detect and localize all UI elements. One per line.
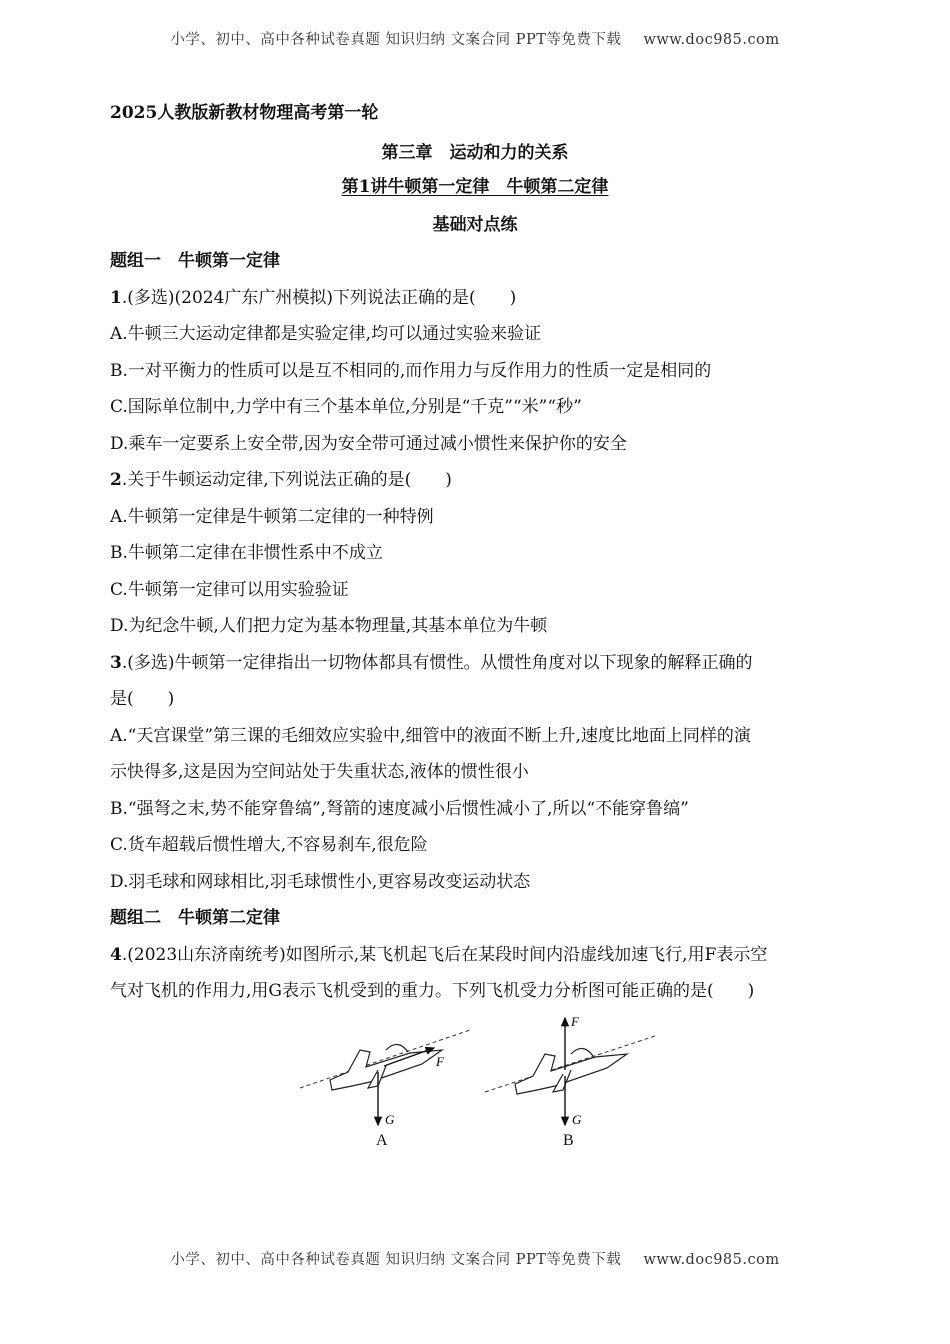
- a-plane-body: [330, 1050, 442, 1090]
- q1-option-c: C.国际单位制中,力学中有三个基本单位,分别是“千克”“米”“秒”: [110, 397, 582, 417]
- q3-option-a-line2: 示快得多,这是因为空间站处于失重状态,液体的惯性很小: [110, 762, 529, 782]
- q1-option-d: D.乘车一定要系上安全带,因为安全带可通过减小惯性来保护你的安全: [110, 434, 627, 454]
- chapter-title: 第三章 运动和力的关系: [381, 143, 569, 163]
- page-footer: [0, 1248, 950, 1269]
- q3-option-b: B.“强弩之末,势不能穿鲁缟”,弩箭的速度减小后惯性减小了,所以“不能穿鲁缟”: [110, 799, 689, 819]
- a-force-g-label: G: [385, 1112, 395, 1127]
- question-1: [110, 288, 516, 308]
- footer-site: www.doc985.com: [643, 1252, 780, 1268]
- force-diagram-figure: [290, 1010, 670, 1160]
- q1-num: 1: [110, 288, 122, 308]
- header-text: 小学、初中、高中各种试卷真题 知识归纳 文案合同 PPT等免费下载: [170, 32, 622, 48]
- lesson-title-text: 第1讲牛顿第一定律 牛顿第二定律: [341, 177, 609, 197]
- b-flight-path: [485, 1036, 655, 1092]
- series-title: 2025人教版新教材物理高考第一轮: [110, 103, 379, 123]
- q3-stem-line2: 是( ): [110, 689, 175, 709]
- q4-stem-line2: 气对飞机的作用力,用G表示飞机受到的重力。下列飞机受力分析图可能正确的是( ): [110, 981, 755, 1001]
- q3-option-c: C.货车超载后惯性增大,不容易刹车,很危险: [110, 835, 428, 855]
- q3-stem-line1: .(多选)牛顿第一定律指出一切物体都具有惯性。从惯性角度对以下现象的解释正确的: [121, 653, 753, 673]
- section-title: 基础对点练: [432, 215, 518, 235]
- diagram-a: [300, 1030, 470, 1127]
- q2-option-c: C.牛顿第一定律可以用实验验证: [110, 580, 349, 600]
- q4-stem-line1: .(2023山东济南统考)如图所示,某飞机起飞后在某段时间内沿虚线加速飞行,用F表示空: [121, 945, 768, 965]
- b-cockpit: [571, 1048, 593, 1056]
- force-diagrams-svg: [290, 1010, 670, 1160]
- q3-option-d: D.羽毛球和网球相比,羽毛球惯性小,更容易改变运动状态: [110, 872, 531, 892]
- b-force-g-label: G: [572, 1112, 582, 1127]
- page-header: [0, 28, 950, 49]
- q3-num: 3: [110, 653, 122, 673]
- group-2-title: 题组二 牛顿第二定律: [110, 908, 280, 928]
- figure-label-a: A: [376, 1132, 388, 1149]
- q2-num: 2: [110, 470, 122, 490]
- q1-stem: .(多选)(2024广东广州模拟)下列说法正确的是( ): [121, 288, 517, 308]
- question-3: [110, 653, 753, 673]
- q3-option-a-line1: A.“天宫课堂”第三课的毛细效应实验中,细管中的液面不断上升,速度比地面上同样的演: [110, 726, 751, 746]
- q2-stem: .关于牛顿运动定律,下列说法正确的是( ): [121, 470, 452, 490]
- a-force-f-label: F: [436, 1054, 444, 1069]
- figure-label-b: B: [563, 1132, 574, 1149]
- question-2: [110, 470, 452, 490]
- a-flight-path: [300, 1030, 470, 1088]
- q2-option-a: A.牛顿第一定律是牛顿第二定律的一种特例: [110, 507, 434, 527]
- lesson-title: [110, 177, 840, 197]
- header-site: www.doc985.com: [643, 32, 780, 48]
- q2-option-b: B.牛顿第二定律在非惯性系中不成立: [110, 543, 383, 563]
- footer-text: 小学、初中、高中各种试卷真题 知识归纳 文案合同 PPT等免费下载: [170, 1252, 622, 1268]
- question-4: [110, 945, 767, 965]
- b-plane-body: [515, 1054, 627, 1094]
- q4-num: 4: [110, 945, 122, 965]
- a-cockpit: [386, 1044, 408, 1052]
- q1-option-a: A.牛顿三大运动定律都是实验定律,均可以通过实验来验证: [110, 324, 542, 344]
- diagram-b: [485, 1014, 655, 1127]
- b-force-f-label: F: [571, 1014, 579, 1029]
- q1-option-b: B.一对平衡力的性质可以是互不相同的,而作用力与反作用力的性质一定是相同的: [110, 361, 712, 381]
- q2-option-d: D.为纪念牛顿,人们把力定为基本物理量,其基本单位为牛顿: [110, 616, 548, 636]
- group-1-title: 题组一 牛顿第一定律: [110, 251, 280, 271]
